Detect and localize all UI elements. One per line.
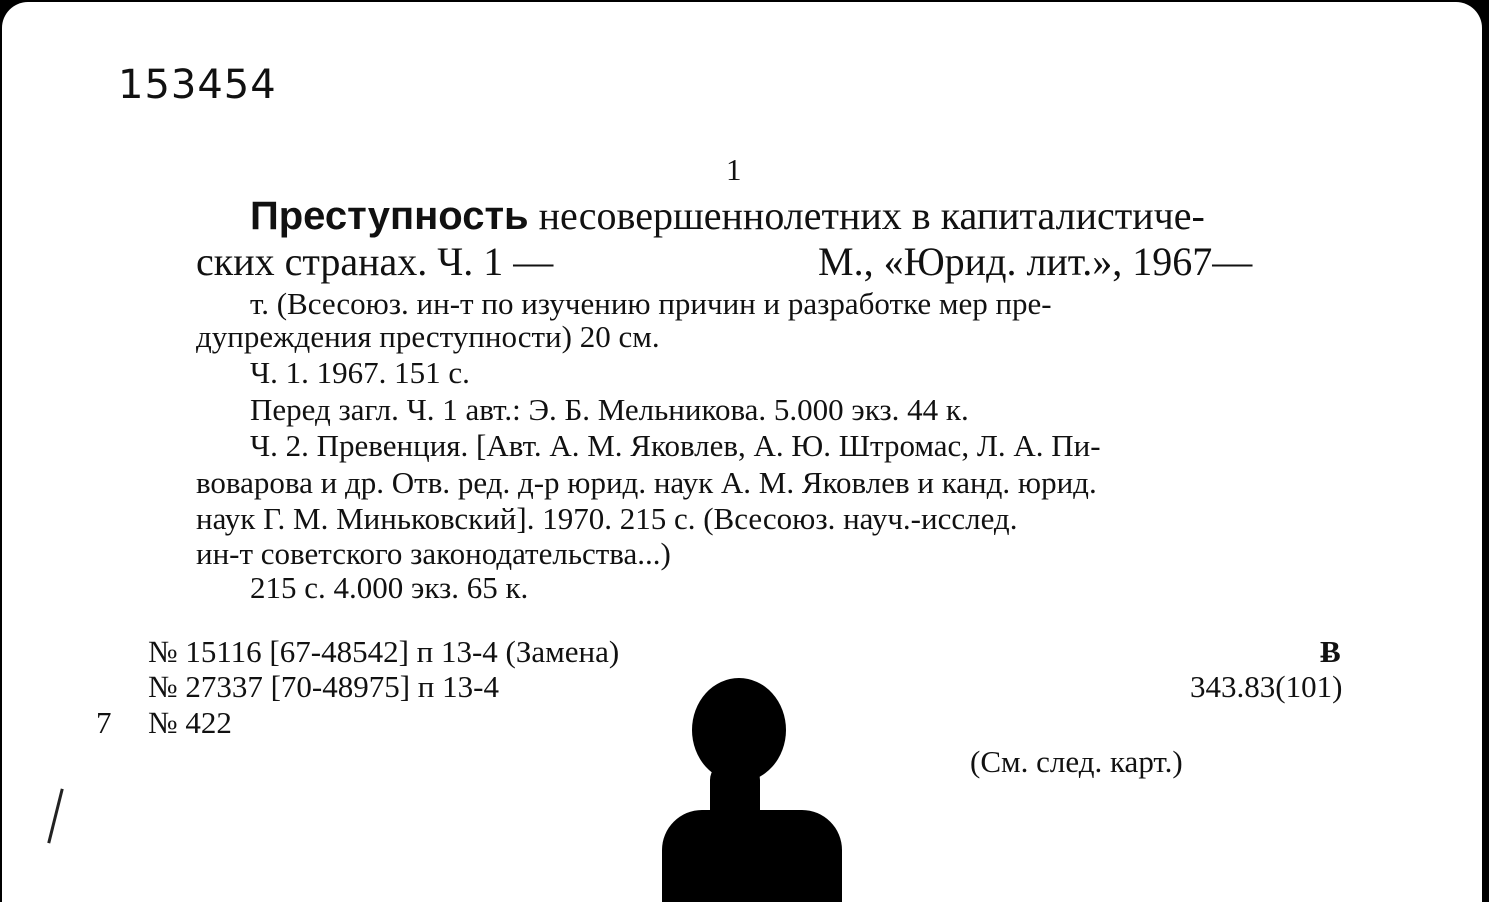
ref-line-3-prefix: 7 [96, 705, 112, 740]
body-line-5: Ч. 1. 1967. 151 с. [250, 355, 470, 390]
continuation-note: (См. след. карт.) [970, 744, 1183, 779]
classification-index: 343.83(101) [1190, 669, 1343, 704]
body-line-3: т. (Всесоюз. ин-т по изучению причин и разработке мер пре- [250, 286, 1052, 321]
body-line-7: Ч. 2. Превенция. [Авт. А. М. Яковлев, А. Ю. Штромас, Л. А. Пи- [250, 428, 1101, 463]
body-line-8: воварова и др. Отв. ред. д-р юрид. наук А. М. Яковлев и канд. юрид. [196, 465, 1097, 500]
body-line-4: дупреждения преступности) 20 см. [196, 319, 660, 354]
body-line-11: 215 с. 4.000 экз. 65 к. [250, 570, 529, 605]
title-line-1-rest: несовершеннолетних в капиталистиче- [538, 193, 1205, 238]
body-line-10: ин-т советского законодательства...) [196, 536, 671, 571]
sequence-number: 1 [726, 152, 742, 187]
ref-line-1: № 15116 [67-48542] п 13-4 (Замена) [148, 634, 620, 669]
handwritten-mark: Ƀ [1320, 634, 1341, 669]
title-line-2-right: М., «Юрид. лит.», 1967— [818, 239, 1253, 284]
ink-blot-base [662, 810, 842, 902]
catalog-card [2, 2, 1482, 902]
ref-line-2: № 27337 [70-48975] п 13-4 [148, 669, 499, 704]
ref-line-3: № 422 [148, 705, 232, 740]
body-line-6: Перед загл. Ч. 1 авт.: Э. Б. Мельникова. 5.000 экз. 44 к. [250, 392, 969, 427]
title-bold: Преступность [250, 194, 529, 238]
body-line-9: наук Г. М. Миньковский]. 1970. 215 с. (Всесоюз. науч.-исслед. [196, 501, 1018, 536]
title-line-1 [250, 192, 1205, 239]
pen-scratch [47, 788, 63, 843]
title-line-2-left: ских странах. Ч. 1 — [196, 239, 554, 284]
handwritten-number: 153454 [118, 62, 277, 108]
